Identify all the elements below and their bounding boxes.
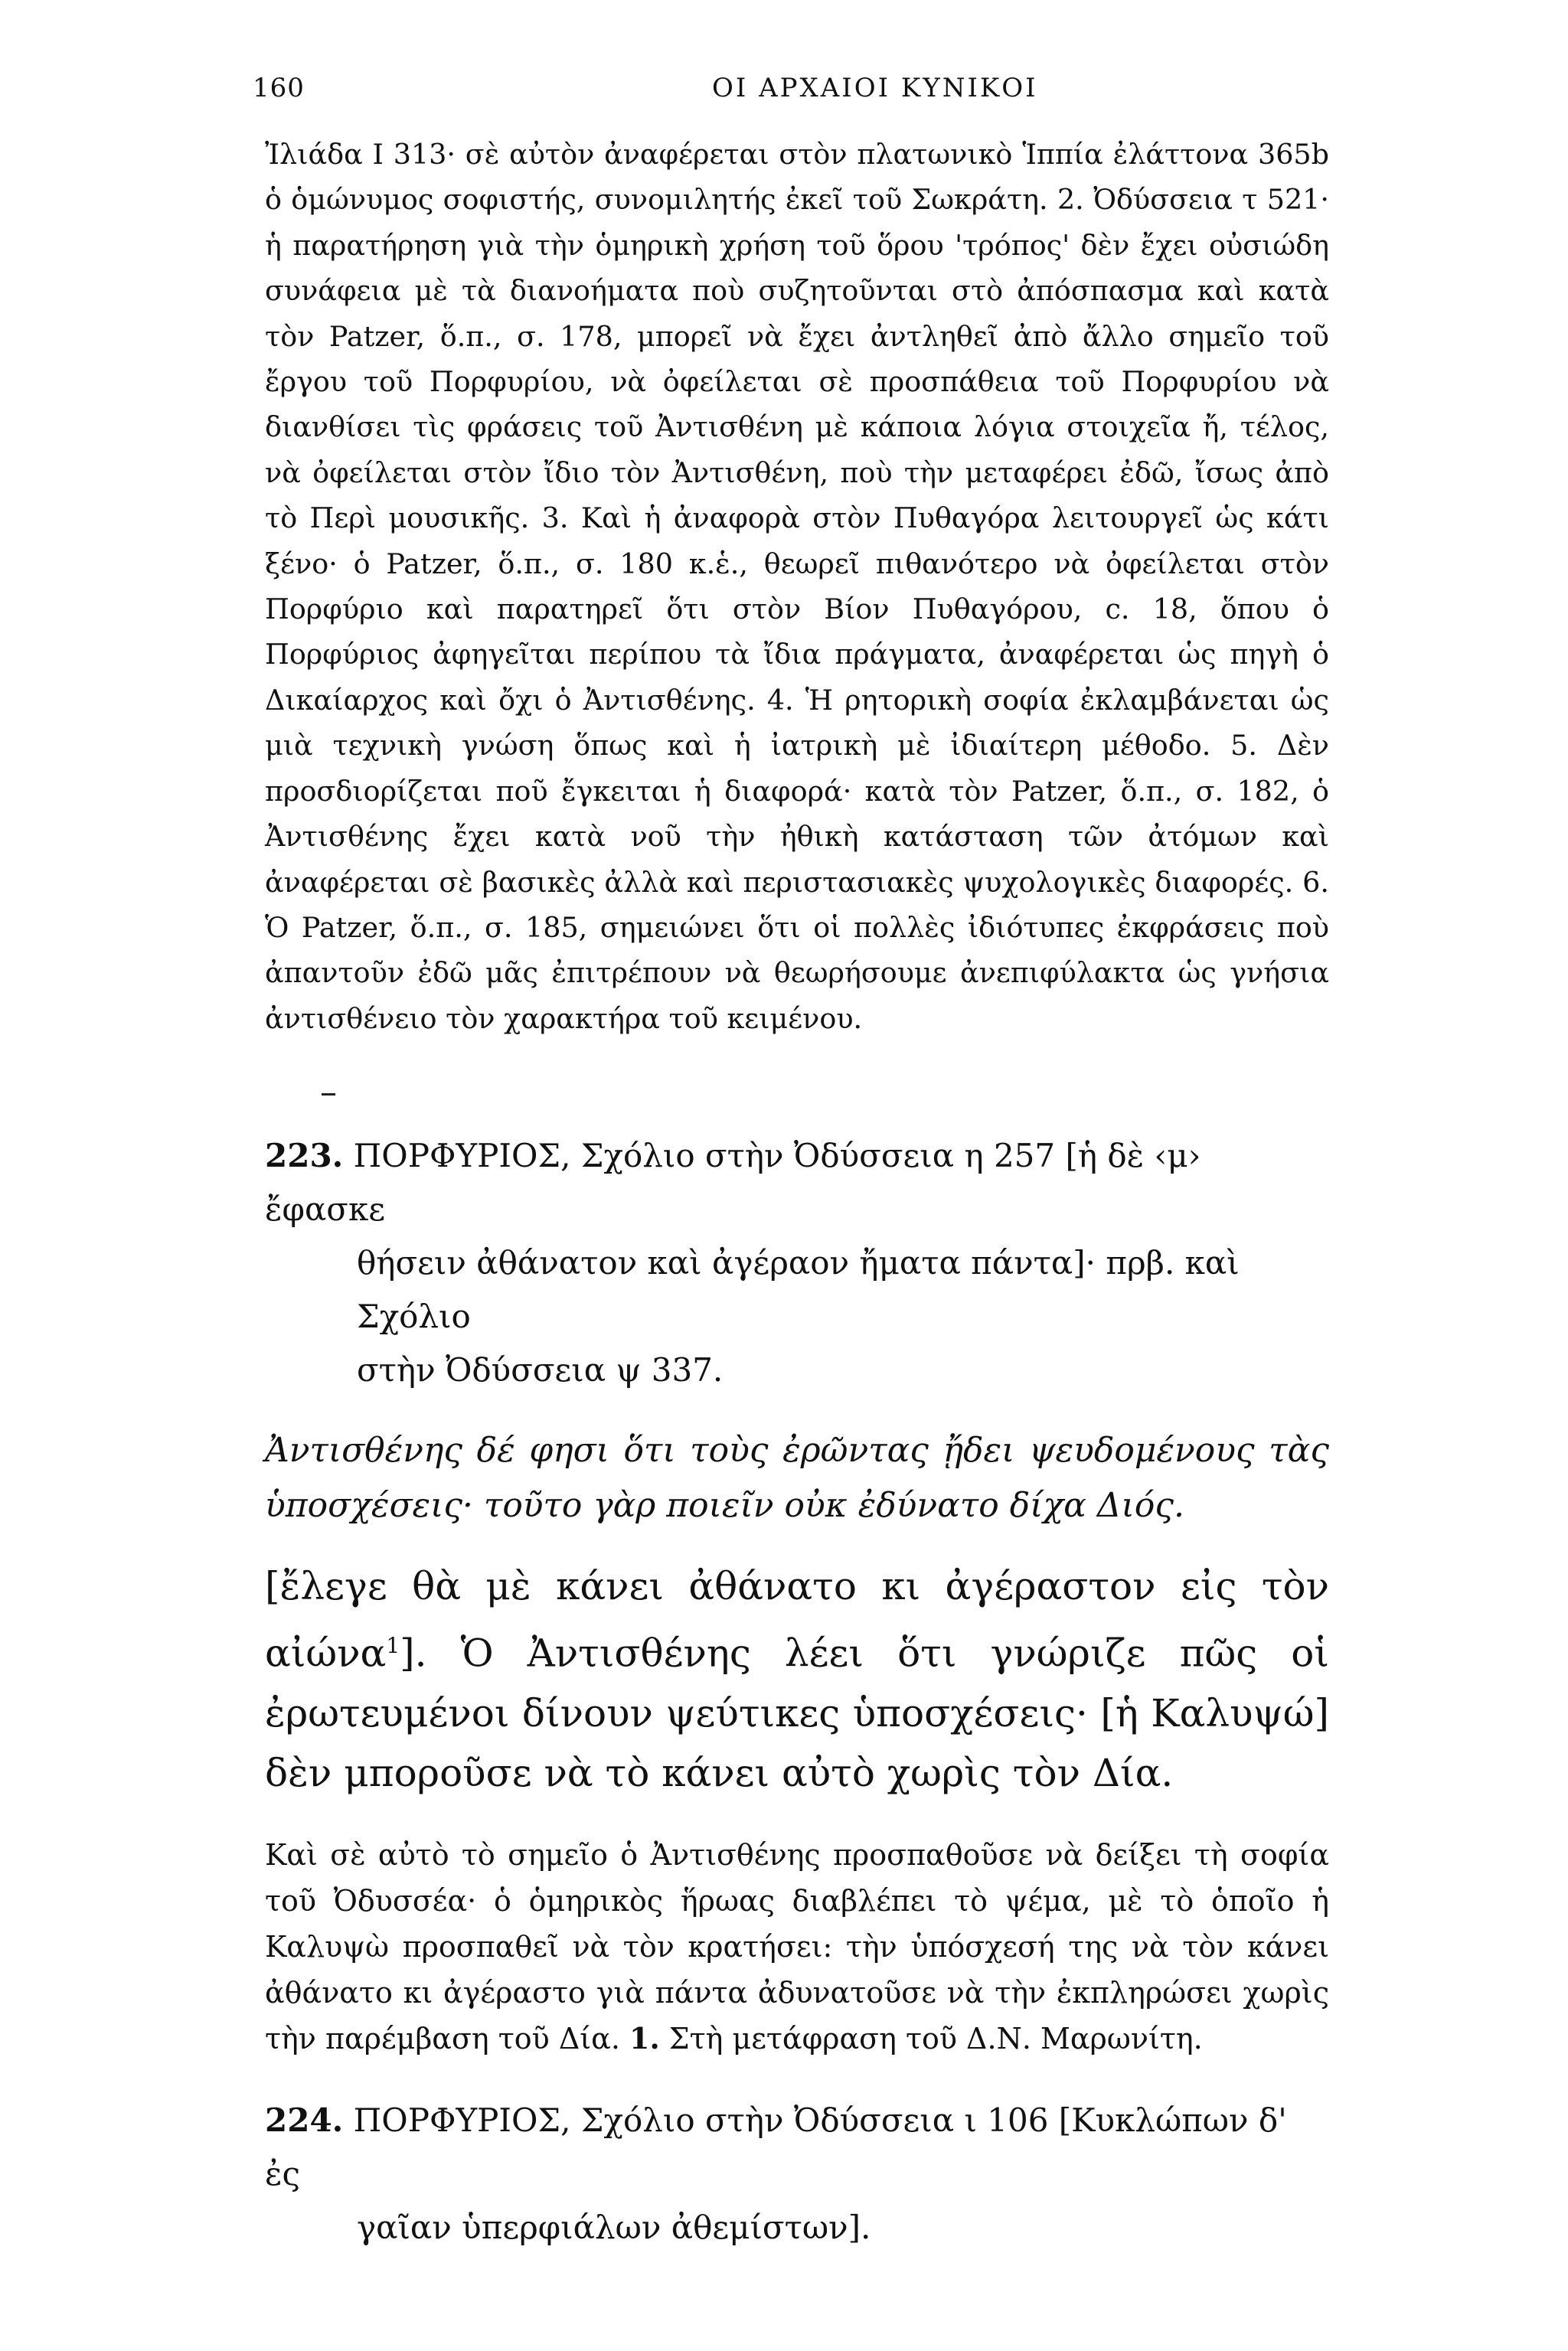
translation-part2: ]. Ὁ Ἀντισθένης λέει ὅτι γνώριζε πῶς οἱ ἐρωτευμένοι δίνουν ψεύτικες ὑποσχέσεις· [ἡ Καλυψώ] δὲν μποροῦσε νὰ τὸ κάνει αὐτὸ χωρὶς τὸν Δία. — [265, 1631, 1329, 1795]
entry-223-heading — [265, 1129, 1329, 1236]
entry-223-greek-text: Ἀντισθένης δέ φησι ὅτι τοὺς ἐρῶντας ᾔδει ψευδομένους τὰς ὑποσχέσεις· τοῦτο γὰρ ποιεῖν οὐκ ἐδύνατο δίχα Διός. — [265, 1431, 1329, 1525]
entry-223-heading-line1: ΠΟΡΦΥΡΙΟΣ, Σχόλιο στὴν Ὀδύσσεια η 257 [ἡ δὲ ‹μ› ἔφασκε — [265, 1137, 1201, 1228]
notes-block — [265, 132, 1329, 1041]
running-title: ΟΙ ΑΡΧΑΙΟΙ ΚΥΝΙΚΟΙ — [712, 73, 1038, 103]
entry-223-heading-line2: θήσειν ἀθάνατον καὶ ἀγέραον ἤματα πάντα]· πρβ. καὶ Σχόλιο — [357, 1244, 1240, 1335]
page-header — [253, 73, 1568, 119]
page-number: 160 — [253, 73, 305, 103]
section-divider — [322, 1093, 335, 1096]
entry-224-heading — [265, 2094, 1329, 2201]
notes-paragraph: Ἰλιάδα Ι 313· σὲ αὐτὸν ἀναφέρεται στὸν πλατωνικὸ Ἱππία ἐλάττονα 365b ὁ ὁμώνυμος σοφιστής, συνομιλητής ἐκεῖ τοῦ Σωκράτη. 2. Ὀδύσσεια τ 521· ἡ παρατήρηση γιὰ τὴν ὁμηρικὴ χρήση τοῦ ὅρου 'τρόπος' δὲν ἔχει οὐσιώδη συνάφεια μὲ τὰ διανοήματα ποὺ συζητοῦνται στὸ ἀπόσπασμα καὶ κατὰ τὸν Patzer, ὅ.π., σ. 178, μπορεῖ νὰ ἔχει ἀντληθεῖ ἀπὸ ἄλλο σημεῖο τοῦ ἔργου τοῦ Πορφυρίου, νὰ ὀφείλεται σὲ προσπάθεια τοῦ Πορφυρίου νὰ διανθίσει τὶς φράσεις τοῦ Ἀντισθένη μὲ κάποια λόγια στοιχεῖα ἤ, τέλος, νὰ ὀφείλεται στὸν ἴδιο τὸν Ἀντισθένη, ποὺ τὴν μεταφέρει ἐδῶ, ἴσως ἀπὸ τὸ Περὶ μουσικῆς. 3. Καὶ ἡ ἀναφορὰ στὸν Πυθαγόρα λειτουργεῖ ὡς κάτι ξένο· ὁ Patzer, ὅ.π., σ. 180 κ.ἑ., θεωρεῖ πιθανότερο νὰ ὀφείλεται στὸν Πορφύριο καὶ παρατηρεῖ ὅτι στὸν Βίον Πυθαγόρου, c. 18, ὅπου ὁ Πορφύριος ἀφηγεῖται περίπου τὰ ἴδια πράγματα, ἀναφέρεται ὡς πηγὴ ὁ Δικαίαρχος καὶ ὄχι ὁ Ἀντισθένης. 4. Ἡ ρητορικὴ σοφία ἐκλαμβάνεται ὡς μιὰ τεχνικὴ γνώση ὅπως καὶ ἡ ἰατρικὴ μὲ ἰδιαίτερη μέθοδο. 5. Δὲν προσδιορίζεται ποῦ ἔγκειται ἡ διαφορά· κατὰ τὸν Patzer, ὅ.π., σ. 182, ὁ Ἀντισθένης ἔχει κατὰ νοῦ τὴν ἠθικὴ κατάσταση τῶν ἀτόμων καὶ ἀναφέρεται σὲ βασικὲς ἀλλὰ καὶ περιστασιακὲς ψυχολογικὲς διαφορές. 6. Ὁ Patzer, ὅ.π., σ. 185, σημειώνει ὅτι οἱ πολλὲς ἰδιότυπες ἐκφράσεις ποὺ ἀπαντοῦν ἐδῶ μᾶς ἐπιτρέπουν νὰ θεωρήσουμε ἀνεπιφύλακτα ὡς γνήσια ἀντισθένειο τὸν χαρακτήρα τοῦ κειμένου. — [265, 138, 1329, 1035]
entry-224 — [265, 2094, 1329, 2255]
entry-223-number: 223. — [265, 1137, 344, 1174]
entry-224-heading-line1: ΠΟΡΦΥΡΙΟΣ, Σχόλιο στὴν Ὀδύσσεια ι 106 [Κυκλώπων δ' ἐς — [265, 2101, 1287, 2193]
entry-223-translation — [265, 1556, 1329, 1803]
entry-224-number: 224. — [265, 2101, 344, 2139]
entry-224-heading-line2: γαῖαν ὑπερφιάλων ἀθεμίστων]. — [357, 2209, 871, 2246]
translation-part1: [ἔλεγε θὰ μὲ κάνει ἀθάνατο κι ἀγέραστον εἰς τὸν αἰώνα — [265, 1564, 1329, 1676]
footnote-number: 1. — [629, 2020, 660, 2055]
entry-223-heading-line3: στὴν Ὀδύσσεια ψ 337. — [357, 1351, 724, 1389]
commentary-text: Καὶ σὲ αὐτὸ τὸ σημεῖο ὁ Ἀντισθένης προσπαθοῦσε νὰ δείξει τὴ σοφία τοῦ Ὀδυσσέα· ὁ ὁμηρικὸς ἥρωας διαβλέπει τὸ ψέμα, μὲ τὸ ὁποῖο ἡ Καλυψὼ προσπαθεῖ νὰ τὸν κρατήσει: τὴν ὑπόσχεσή της νὰ τὸν κάνει ἀθάνατο κι ἀγέραστο γιὰ πάντα ἀδυνατοῦσε νὰ τὴν ἐκπληρώσει χωρὶς τὴν παρέμβαση τοῦ Δία. — [265, 1837, 1329, 2055]
entry-223 — [265, 1129, 1329, 2062]
translation-footnote-marker: 1 — [386, 1633, 400, 1658]
entry-223-commentary — [265, 1832, 1329, 2062]
footnote-text: Στὴ μετάφραση τοῦ Δ.Ν. Μαρωνίτη. — [668, 2021, 1203, 2055]
